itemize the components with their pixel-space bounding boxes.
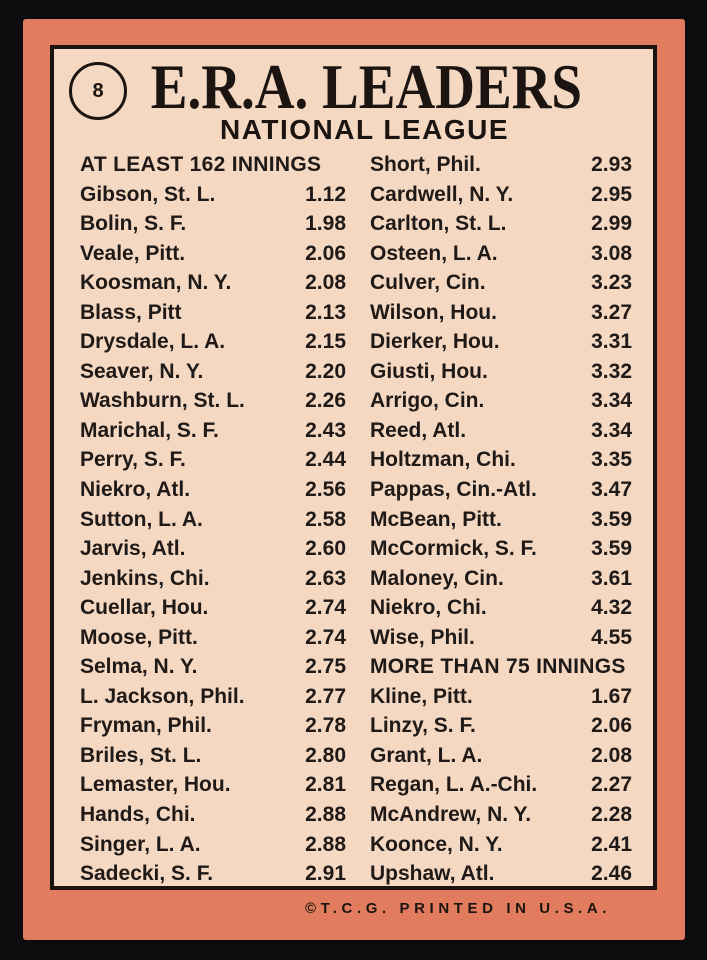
leader-row bbox=[80, 623, 346, 653]
era-value: 2.80 bbox=[305, 743, 346, 767]
pitcher-name: Arrigo, Cin. bbox=[370, 389, 485, 413]
era-value: 2.41 bbox=[591, 832, 632, 856]
era-value: 2.28 bbox=[591, 803, 632, 827]
left-column bbox=[80, 150, 346, 889]
leader-row bbox=[80, 357, 346, 387]
pitcher-name: Bolin, S. F. bbox=[80, 212, 187, 236]
leader-row bbox=[80, 800, 346, 830]
pitcher-name: Sutton, L. A. bbox=[80, 507, 203, 531]
leader-row bbox=[370, 386, 632, 416]
card-title: E.R.A. LEADERS bbox=[150, 51, 583, 122]
leader-row bbox=[370, 268, 632, 298]
leader-row bbox=[80, 770, 346, 800]
pitcher-name: McAndrew, N. Y. bbox=[370, 803, 532, 827]
era-value: 3.59 bbox=[591, 507, 632, 531]
pitcher-name: Grant, L. A. bbox=[370, 743, 483, 767]
pitcher-name: McCormick, S. F. bbox=[370, 537, 537, 561]
leader-row bbox=[80, 209, 346, 239]
pitcher-name: Cuellar, Hou. bbox=[80, 596, 209, 620]
leader-row bbox=[80, 386, 346, 416]
era-value: 2.93 bbox=[591, 153, 632, 176]
section-header-75-innings bbox=[370, 652, 632, 682]
pitcher-name: Wise, Phil. bbox=[370, 625, 475, 649]
pitcher-name: Culver, Cin. bbox=[370, 271, 486, 295]
era-value: 3.61 bbox=[591, 566, 632, 590]
era-value: 3.59 bbox=[591, 537, 632, 561]
era-value: 2.08 bbox=[305, 271, 346, 295]
card-number: 8 bbox=[92, 79, 104, 102]
pitcher-name: Reed, Atl. bbox=[370, 418, 467, 442]
pitcher-name: Giusti, Hou. bbox=[370, 359, 488, 383]
era-value: 2.43 bbox=[305, 418, 346, 442]
era-value: 2.46 bbox=[591, 862, 632, 886]
leader-row bbox=[370, 741, 632, 771]
pitcher-name: Perry, S. F. bbox=[80, 448, 186, 472]
stats-panel bbox=[50, 45, 657, 890]
pitcher-name: Drysdale, L. A. bbox=[80, 330, 226, 354]
era-value: 3.23 bbox=[591, 271, 632, 295]
leader-row bbox=[80, 564, 346, 594]
section-header-label: AT LEAST 162 INNINGS bbox=[80, 153, 322, 176]
pitcher-name: Washburn, St. L. bbox=[80, 389, 245, 413]
era-value: 3.27 bbox=[591, 300, 632, 324]
pitcher-name: Carlton, St. L. bbox=[370, 212, 507, 236]
leader-row bbox=[80, 652, 346, 682]
era-value: 2.20 bbox=[305, 359, 346, 383]
leader-row bbox=[370, 800, 632, 830]
era-value: 2.78 bbox=[305, 714, 346, 738]
leader-row bbox=[80, 830, 346, 860]
pitcher-name: Fryman, Phil. bbox=[80, 714, 212, 738]
pitcher-name: Kline, Pitt. bbox=[370, 684, 473, 708]
right-leader-list bbox=[370, 150, 632, 652]
era-value: 2.74 bbox=[305, 625, 346, 649]
leader-row bbox=[370, 475, 632, 505]
section-header-label: MORE THAN 75 INNINGS bbox=[370, 655, 626, 679]
pitcher-name: Moose, Pitt. bbox=[80, 625, 198, 649]
leader-row bbox=[370, 593, 632, 623]
pitcher-name: Lemaster, Hou. bbox=[80, 773, 231, 797]
pitcher-name: Sadecki, S. F. bbox=[80, 862, 214, 886]
pitcher-name: Briles, St. L. bbox=[80, 743, 202, 767]
leader-row bbox=[370, 623, 632, 653]
pitcher-name: Upshaw, Atl. bbox=[370, 862, 495, 886]
era-value: 2.56 bbox=[305, 478, 346, 502]
era-value: 3.34 bbox=[591, 389, 632, 413]
era-value: 2.08 bbox=[591, 743, 632, 767]
era-value: 2.88 bbox=[305, 832, 346, 856]
leader-row bbox=[370, 357, 632, 387]
era-value: 2.81 bbox=[305, 773, 346, 797]
pitcher-name: McBean, Pitt. bbox=[370, 507, 502, 531]
leader-row bbox=[370, 327, 632, 357]
leader-row bbox=[80, 268, 346, 298]
leader-row bbox=[370, 564, 632, 594]
era-value: 2.88 bbox=[305, 803, 346, 827]
left-leader-list bbox=[80, 180, 346, 889]
pitcher-name: Cardwell, N. Y. bbox=[370, 182, 514, 206]
pitcher-name: Koonce, N. Y. bbox=[370, 832, 503, 856]
section-header-162-innings bbox=[80, 150, 346, 180]
leader-row bbox=[80, 534, 346, 564]
pitcher-name: Hands, Chi. bbox=[80, 803, 196, 827]
era-value: 2.15 bbox=[305, 330, 346, 354]
leader-row bbox=[80, 445, 346, 475]
era-value: 2.26 bbox=[305, 389, 346, 413]
era-value: 2.06 bbox=[305, 241, 346, 265]
leader-row bbox=[370, 416, 632, 446]
leader-row bbox=[370, 298, 632, 328]
era-value: 3.47 bbox=[591, 478, 632, 502]
era-value: 1.12 bbox=[305, 182, 346, 206]
reliever-leader-list bbox=[370, 682, 632, 889]
era-value: 2.27 bbox=[591, 773, 632, 797]
leader-row bbox=[80, 416, 346, 446]
leader-row bbox=[370, 859, 632, 889]
pitcher-name: Blass, Pitt bbox=[80, 300, 182, 324]
pitcher-name: Pappas, Cin.-Atl. bbox=[370, 478, 537, 502]
leader-row bbox=[370, 239, 632, 269]
pitcher-name: Short, Phil. bbox=[370, 153, 481, 176]
leader-row bbox=[80, 593, 346, 623]
pitcher-name: Jarvis, Atl. bbox=[80, 537, 186, 561]
pitcher-name: Regan, L. A.-Chi. bbox=[370, 773, 538, 797]
leader-row bbox=[80, 327, 346, 357]
leader-row bbox=[80, 741, 346, 771]
era-value: 1.98 bbox=[305, 212, 346, 236]
card-subtitle: NATIONAL LEAGUE bbox=[219, 114, 510, 145]
pitcher-name: Singer, L. A. bbox=[80, 832, 201, 856]
pitcher-name: Seaver, N. Y. bbox=[80, 359, 204, 383]
leader-row bbox=[370, 150, 632, 180]
leader-row bbox=[370, 445, 632, 475]
pitcher-name: Selma, N. Y. bbox=[80, 655, 198, 679]
era-value: 2.99 bbox=[591, 212, 632, 236]
pitcher-name: Marichal, S. F. bbox=[80, 418, 219, 442]
era-value: 3.08 bbox=[591, 241, 632, 265]
leader-row bbox=[80, 859, 346, 889]
pitcher-name: Linzy, S. F. bbox=[370, 714, 476, 738]
era-value: 4.32 bbox=[591, 596, 632, 620]
leader-row bbox=[80, 682, 346, 712]
pitcher-name: Gibson, St. L. bbox=[80, 182, 216, 206]
era-value: 2.13 bbox=[305, 300, 346, 324]
era-value: 2.44 bbox=[305, 448, 346, 472]
pitcher-name: L. Jackson, Phil. bbox=[80, 684, 245, 708]
leader-row bbox=[80, 475, 346, 505]
pitcher-name: Wilson, Hou. bbox=[370, 300, 497, 324]
era-value: 2.60 bbox=[305, 537, 346, 561]
era-value: 2.74 bbox=[305, 596, 346, 620]
pitcher-name: Niekro, Chi. bbox=[370, 596, 487, 620]
pitcher-name: Jenkins, Chi. bbox=[80, 566, 210, 590]
leader-row bbox=[370, 180, 632, 210]
pitcher-name: Holtzman, Chi. bbox=[370, 448, 516, 472]
era-value: 3.34 bbox=[591, 418, 632, 442]
leader-row bbox=[80, 180, 346, 210]
leader-row bbox=[370, 682, 632, 712]
pitcher-name: Niekro, Atl. bbox=[80, 478, 191, 502]
era-value: 2.95 bbox=[591, 182, 632, 206]
right-column bbox=[370, 150, 632, 889]
leader-row bbox=[80, 711, 346, 741]
pitcher-name: Koosman, N. Y. bbox=[80, 271, 232, 295]
leader-row bbox=[370, 209, 632, 239]
era-value: 2.75 bbox=[305, 655, 346, 679]
era-value: 2.77 bbox=[305, 684, 346, 708]
leader-row bbox=[370, 534, 632, 564]
era-value: 4.55 bbox=[591, 625, 632, 649]
era-value: 3.35 bbox=[591, 448, 632, 472]
pitcher-name: Dierker, Hou. bbox=[370, 330, 500, 354]
era-value: 3.31 bbox=[591, 330, 632, 354]
leader-row bbox=[80, 298, 346, 328]
era-value: 3.32 bbox=[591, 359, 632, 383]
leader-row bbox=[370, 830, 632, 860]
leader-row bbox=[370, 770, 632, 800]
era-value: 2.63 bbox=[305, 566, 346, 590]
leader-row bbox=[370, 505, 632, 535]
baseball-card-back bbox=[23, 19, 685, 940]
leader-row bbox=[80, 505, 346, 535]
era-value: 2.58 bbox=[305, 507, 346, 531]
leader-row bbox=[80, 239, 346, 269]
pitcher-name: Veale, Pitt. bbox=[80, 241, 186, 265]
pitcher-name: Maloney, Cin. bbox=[370, 566, 504, 590]
copyright-footer: ©T.C.G. PRINTED IN U.S.A. bbox=[305, 900, 612, 917]
era-value: 2.91 bbox=[305, 862, 346, 886]
era-value: 1.67 bbox=[591, 684, 632, 708]
era-value: 2.06 bbox=[591, 714, 632, 738]
pitcher-name: Osteen, L. A. bbox=[370, 241, 498, 265]
leader-row bbox=[370, 711, 632, 741]
